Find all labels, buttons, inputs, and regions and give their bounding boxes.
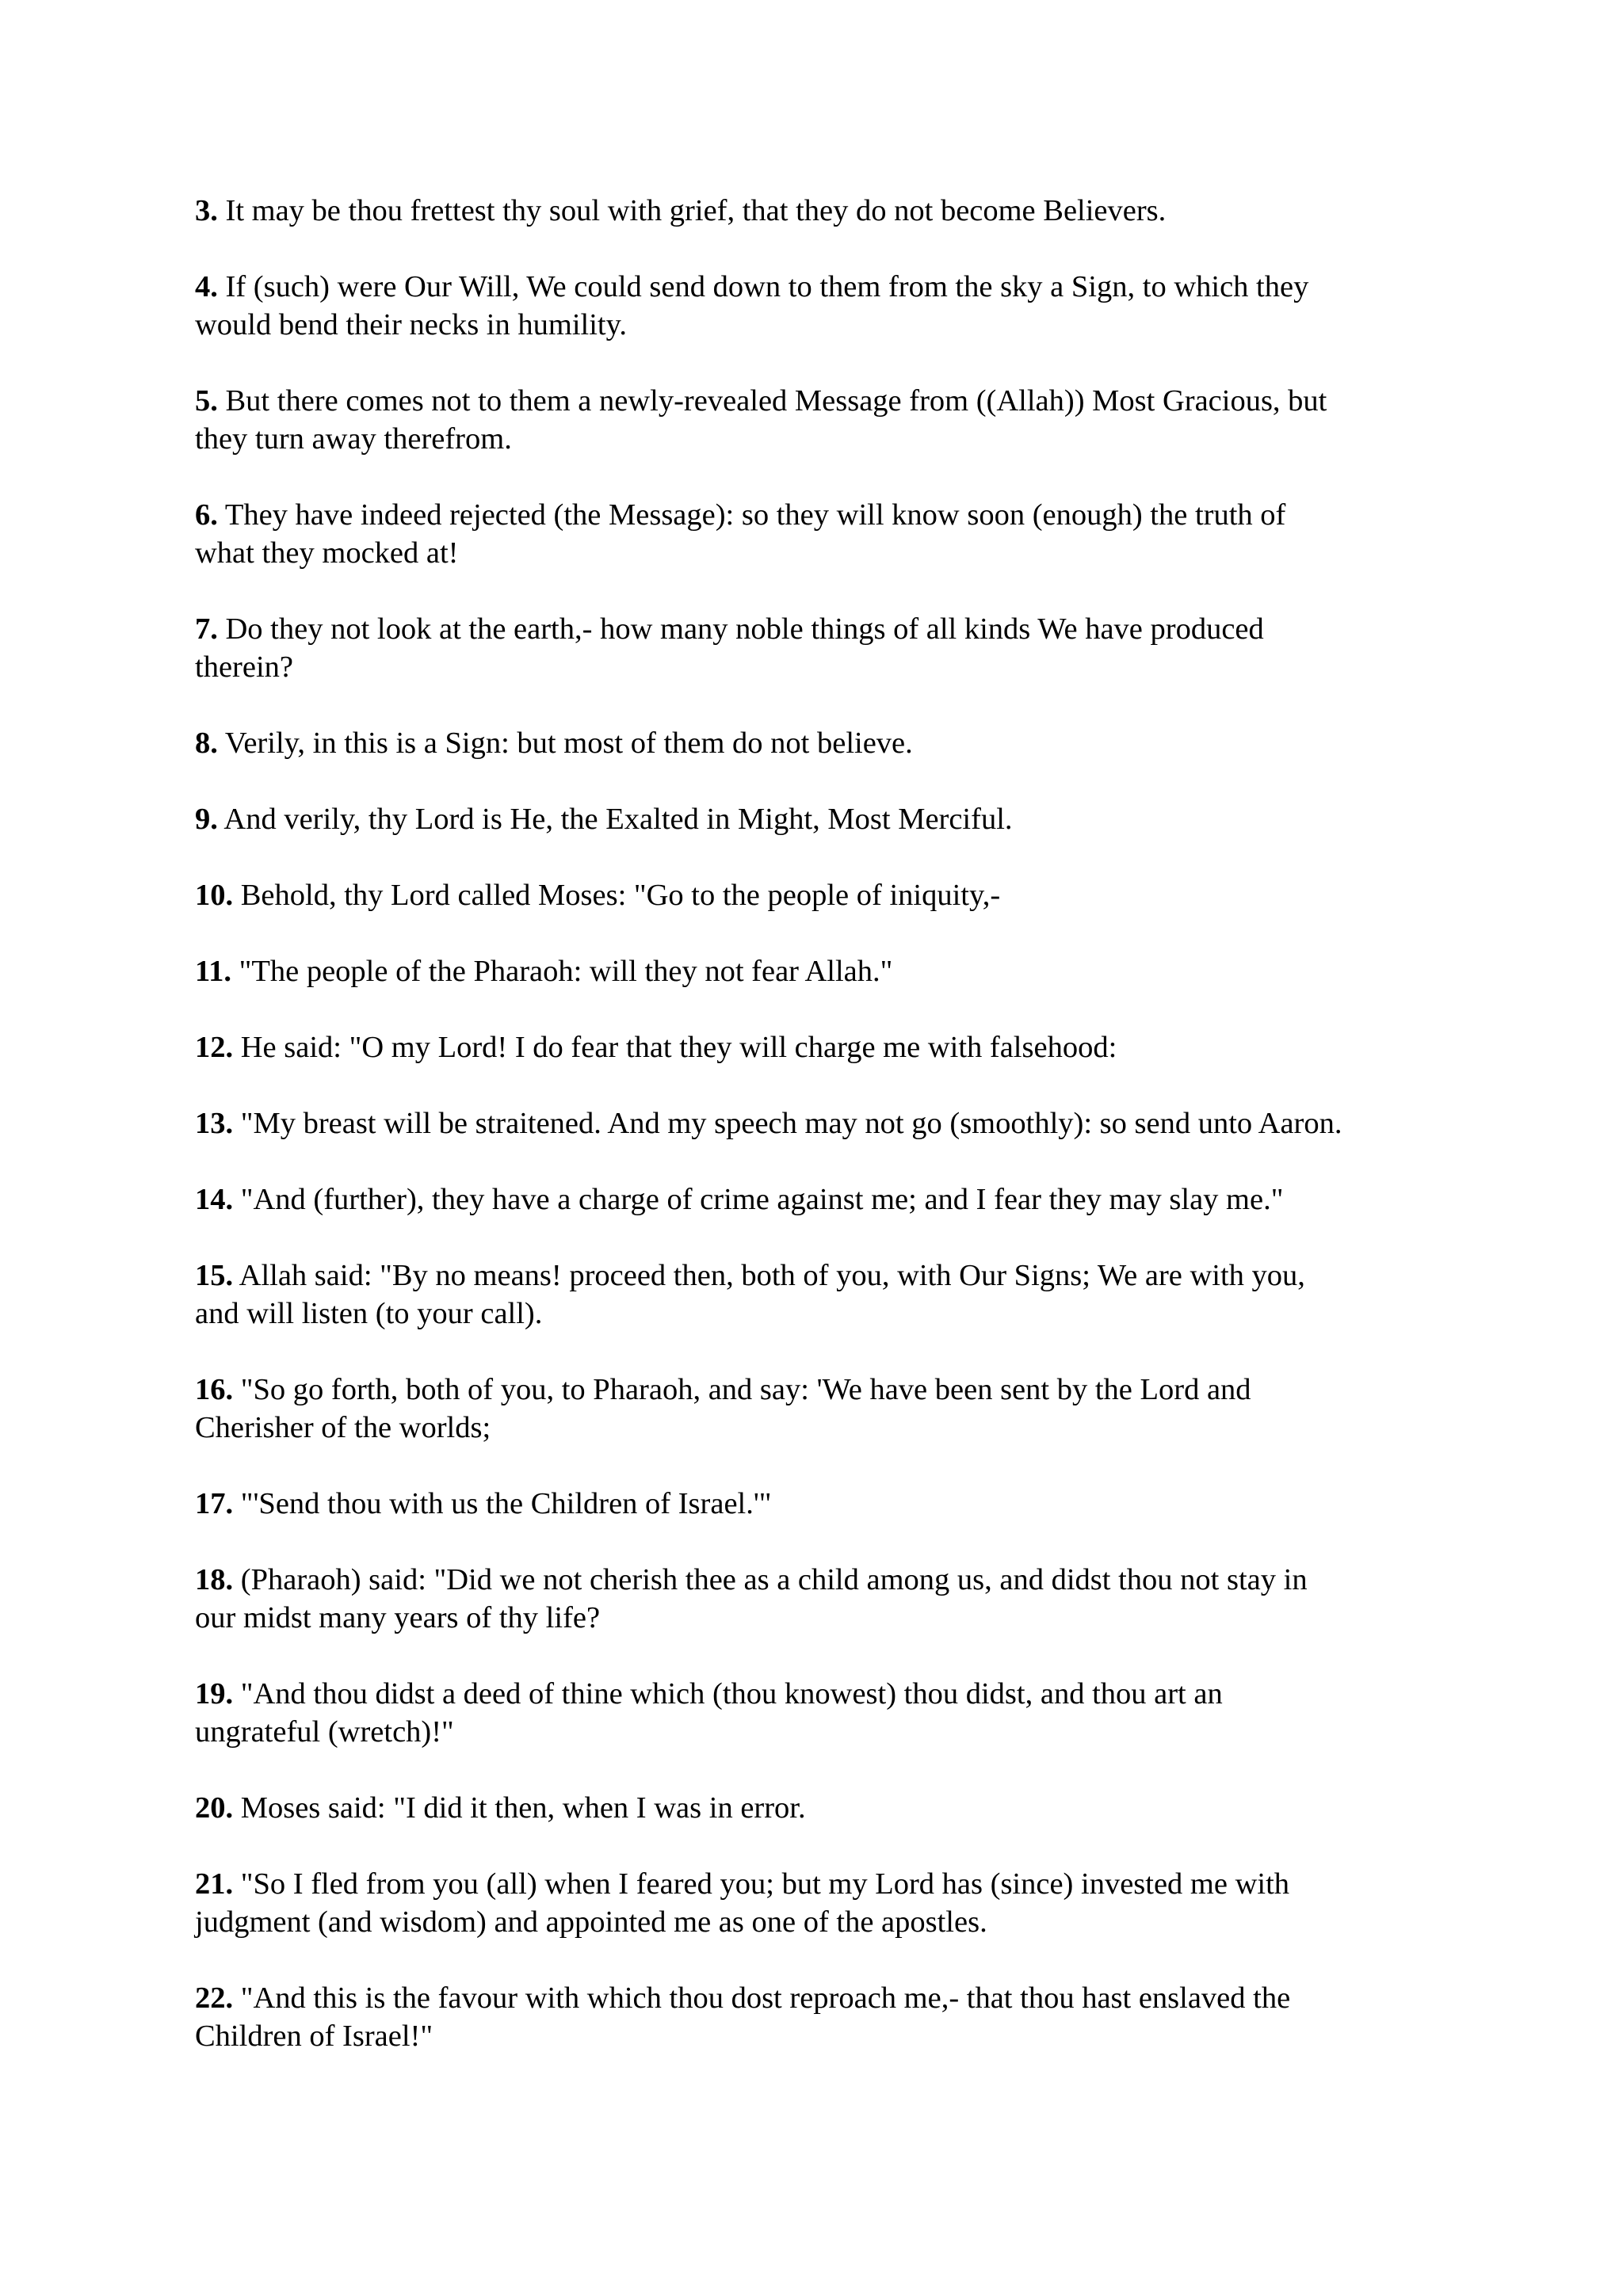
verse-number: 10. xyxy=(195,879,234,912)
verse-line xyxy=(195,876,1447,914)
verse-item xyxy=(195,800,1447,838)
verse-line xyxy=(195,1257,1447,1295)
verse-item xyxy=(195,496,1447,572)
verse-number: 15. xyxy=(195,1259,234,1292)
verse-number: 8. xyxy=(195,727,218,760)
verse-text: our midst many years of thy life? xyxy=(195,1601,601,1634)
verse-item xyxy=(195,192,1447,230)
verse-item xyxy=(195,1675,1447,1751)
verse-item xyxy=(195,1979,1447,2055)
verse-line xyxy=(195,192,1447,230)
verse-text: judgment (and wisdom) and appointed me as one of the apostles. xyxy=(195,1905,987,1939)
verse-number: 19. xyxy=(195,1677,234,1711)
verse-line xyxy=(195,1789,1447,1827)
verse-line xyxy=(195,1713,1447,1751)
verse-line xyxy=(195,1028,1447,1066)
verse-text: Do they not look at the earth,- how many noble things of all kinds We have produced xyxy=(225,612,1264,646)
verse-item xyxy=(195,268,1447,344)
verse-line xyxy=(195,1371,1447,1409)
verse-item xyxy=(195,876,1447,914)
verse-text: ungrateful (wretch)!" xyxy=(195,1715,454,1749)
verse-item xyxy=(195,1257,1447,1333)
verse-text: what they mocked at! xyxy=(195,536,459,570)
verse-line xyxy=(195,1485,1447,1523)
verse-line xyxy=(195,1865,1447,1903)
verse-text: If (such) were Our Will, We could send down to them from the sky a Sign, to which they xyxy=(225,270,1309,303)
verse-text: Cherisher of the worlds; xyxy=(195,1411,491,1444)
verse-item xyxy=(195,1561,1447,1637)
verse-text: And verily, thy Lord is He, the Exalted in Might, Most Merciful. xyxy=(223,803,1013,836)
verse-line xyxy=(195,534,1447,572)
verse-line xyxy=(195,1180,1447,1219)
verse-line xyxy=(195,1104,1447,1142)
verse-text: They have indeed rejected (the Message): so they will know soon (enough) the truth of xyxy=(224,498,1286,532)
verse-item xyxy=(195,382,1447,458)
verse-text: He said: "O my Lord! I do fear that they will charge me with falsehood: xyxy=(240,1031,1117,1064)
verse-line xyxy=(195,1979,1447,2017)
verse-text: Moses said: "I did it then, when I was in error. xyxy=(240,1791,806,1825)
verse-number: 4. xyxy=(195,270,218,303)
verse-text: would bend their necks in humility. xyxy=(195,308,627,341)
verse-number: 14. xyxy=(195,1183,234,1216)
verse-line xyxy=(195,800,1447,838)
verse-number: 5. xyxy=(195,384,218,418)
verse-text: and will listen (to your call). xyxy=(195,1297,543,1330)
verse-number: 9. xyxy=(195,803,218,836)
verse-text: (Pharaoh) said: "Did we not cherish thee as a child among us, and didst thou not stay in xyxy=(240,1563,1308,1596)
verse-line xyxy=(195,1295,1447,1333)
verse-text: "So go forth, both of you, to Pharaoh, and say: 'We have been sent by the Lord and xyxy=(240,1373,1251,1406)
verse-line xyxy=(195,382,1447,420)
verse-text: therein? xyxy=(195,650,293,684)
verse-number: 17. xyxy=(195,1487,234,1520)
verse-item xyxy=(195,1104,1447,1142)
verse-text: they turn away therefrom. xyxy=(195,422,512,456)
verse-item xyxy=(195,1180,1447,1219)
verse-item xyxy=(195,724,1447,762)
verse-item xyxy=(195,952,1447,990)
verse-text: "And this is the favour with which thou dost reproach me,- that thou hast enslaved the xyxy=(240,1981,1291,2015)
verse-line xyxy=(195,268,1447,306)
verse-line xyxy=(195,1675,1447,1713)
verse-text: But there comes not to them a newly-revealed Message from ((Allah)) Most Gracious, but xyxy=(225,384,1327,418)
verse-text: Verily, in this is a Sign: but most of them do not believe. xyxy=(224,727,913,760)
verse-text: Allah said: "By no means! proceed then, both of you, with Our Signs; We are with you, xyxy=(239,1259,1305,1292)
verse-number: 7. xyxy=(195,612,218,646)
verse-line xyxy=(195,420,1447,458)
verse-number: 20. xyxy=(195,1791,234,1825)
verse-text: "And (further), they have a charge of crime against me; and I fear they may slay me." xyxy=(240,1183,1284,1216)
verse-item xyxy=(195,1028,1447,1066)
verse-text: "So I fled from you (all) when I feared you; but my Lord has (since) invested me with xyxy=(240,1867,1290,1901)
verse-number: 6. xyxy=(195,498,218,532)
verse-text: Children of Israel!" xyxy=(195,2019,433,2053)
verse-number: 16. xyxy=(195,1373,234,1406)
verse-line xyxy=(195,496,1447,534)
verse-item xyxy=(195,1789,1447,1827)
verse-line xyxy=(195,1903,1447,1941)
verse-item xyxy=(195,1485,1447,1523)
verse-text: It may be thou frettest thy soul with grief, that they do not become Believers. xyxy=(225,194,1167,227)
verse-number: 13. xyxy=(195,1107,234,1140)
verse-line xyxy=(195,610,1447,648)
verse-text: Behold, thy Lord called Moses: "Go to the people of iniquity,- xyxy=(240,879,1001,912)
verse-line xyxy=(195,952,1447,990)
verse-item xyxy=(195,1371,1447,1447)
verse-number: 22. xyxy=(195,1981,234,2015)
verse-line xyxy=(195,724,1447,762)
verse-line xyxy=(195,2017,1447,2055)
verse-line xyxy=(195,1561,1447,1599)
verse-text: "The people of the Pharaoh: will they not fear Allah." xyxy=(239,955,893,988)
verse-item xyxy=(195,1865,1447,1941)
verse-number: 3. xyxy=(195,194,218,227)
verse-number: 11. xyxy=(195,955,232,988)
verse-text: "My breast will be straitened. And my speech may not go (smoothly): so send unto Aaron. xyxy=(240,1107,1342,1140)
verse-number: 12. xyxy=(195,1031,234,1064)
verse-line xyxy=(195,648,1447,686)
verse-item xyxy=(195,610,1447,686)
verse-number: 21. xyxy=(195,1867,234,1901)
verse-line xyxy=(195,1409,1447,1447)
verse-text: "'Send thou with us the Children of Israel.'" xyxy=(240,1487,772,1520)
verse-line xyxy=(195,306,1447,344)
verse-text: "And thou didst a deed of thine which (thou knowest) thou didst, and thou art an xyxy=(240,1677,1223,1711)
verse-number: 18. xyxy=(195,1563,234,1596)
verse-line xyxy=(195,1599,1447,1637)
